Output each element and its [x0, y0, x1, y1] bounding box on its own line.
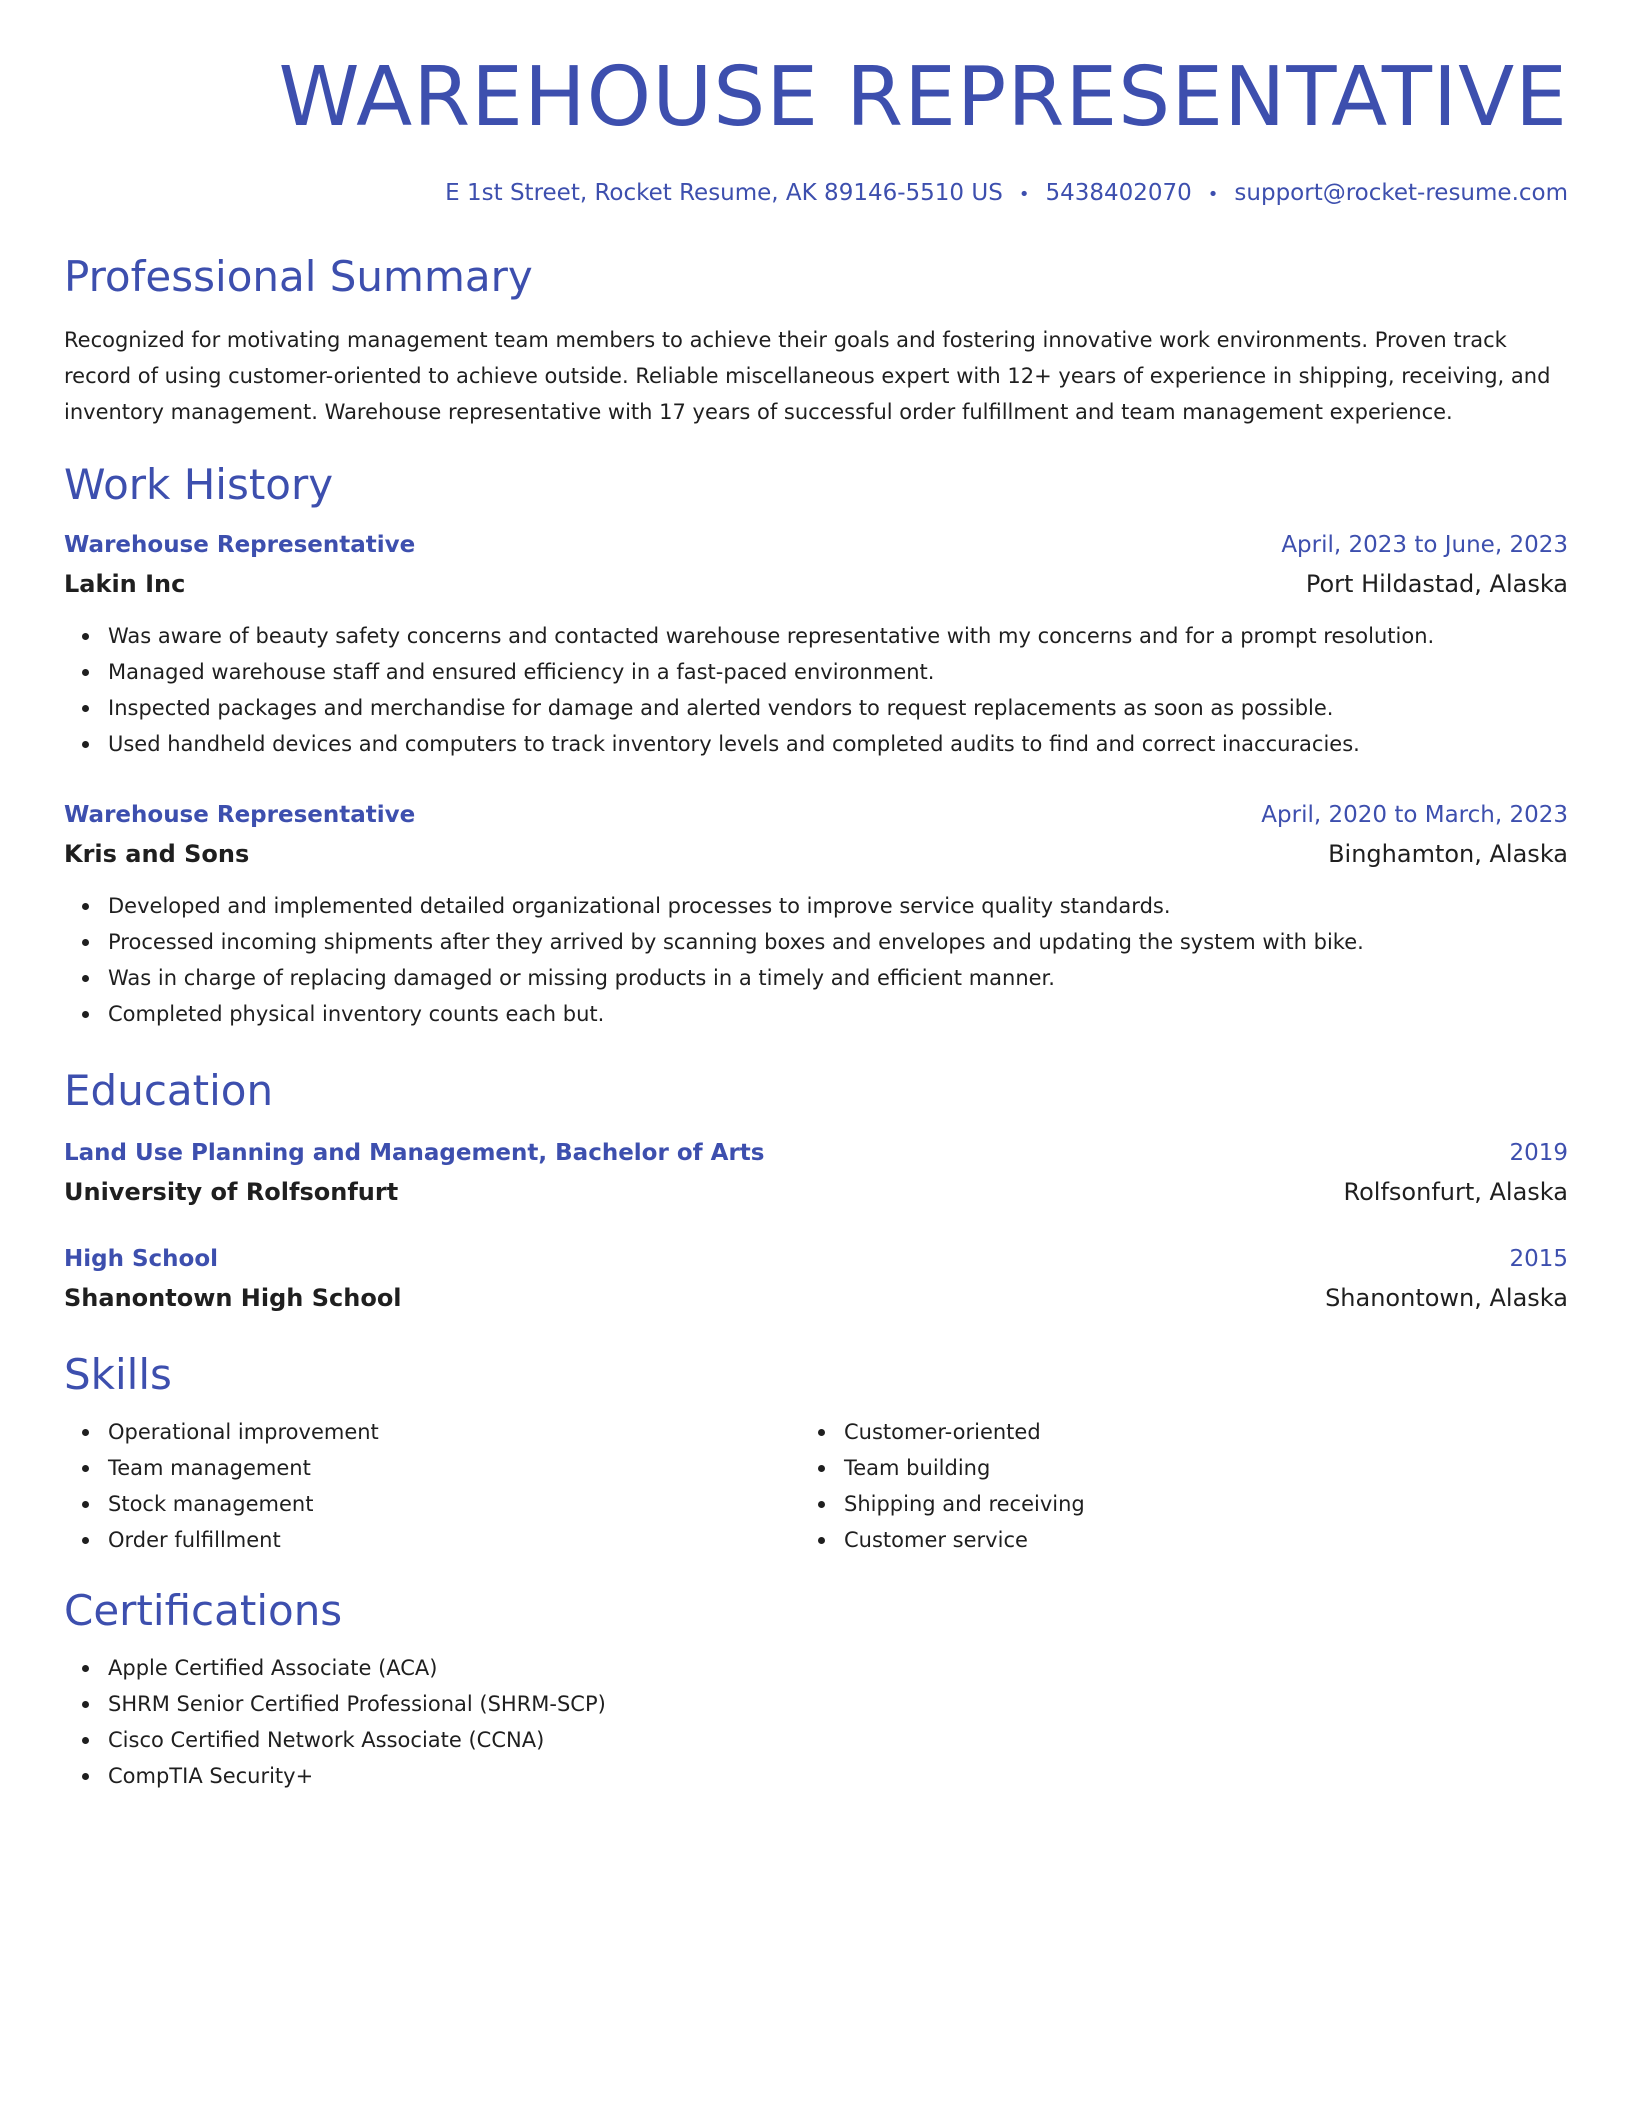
- job-company-row: [64, 840, 1568, 868]
- skills-section: [64, 1350, 1568, 1558]
- education-year: 2019: [1509, 1140, 1568, 1166]
- job-bullet: Completed physical inventory counts each but.: [108, 996, 1568, 1032]
- summary-section: [64, 252, 1568, 430]
- certification-item: SHRM Senior Certified Professional (SHRM-SCP): [108, 1686, 1568, 1722]
- job-bullet-list: [64, 888, 1568, 1032]
- education-school: University of Rolfsonfurt: [64, 1178, 399, 1206]
- contact-line: [64, 180, 1568, 206]
- address: E 1st Street, Rocket Resume, AK 89146-5510 US: [445, 180, 1003, 206]
- job-entry: [64, 802, 1568, 1032]
- skill-item: Order fulfillment: [108, 1522, 800, 1558]
- certification-item: Apple Certified Associate (ACA): [108, 1650, 1568, 1686]
- education-degree: High School: [64, 1246, 219, 1272]
- skill-item: Shipping and receiving: [844, 1486, 1536, 1522]
- job-company: Kris and Sons: [64, 840, 250, 868]
- skills-list-right: [800, 1414, 1536, 1558]
- education-year: 2015: [1509, 1246, 1568, 1272]
- job-dates: April, 2020 to March, 2023: [1261, 802, 1568, 828]
- education-header-row: [64, 1246, 1568, 1272]
- email-link[interactable]: support@rocket-resume.com: [1234, 180, 1568, 206]
- certification-item: Cisco Certified Network Associate (CCNA): [108, 1722, 1568, 1758]
- skill-item: Team building: [844, 1450, 1536, 1486]
- education-entry: [64, 1246, 1568, 1312]
- job-bullet: Was aware of beauty safety concerns and contacted warehouse representative with my concerns and for a prompt resolution.: [108, 618, 1568, 654]
- candidate-name: WAREHOUSE REPRESENTATIVE: [278, 50, 1568, 145]
- job-bullet: Developed and implemented detailed organizational processes to improve service quality standards.: [108, 888, 1568, 924]
- section-title-skills: Skills: [64, 1350, 172, 1399]
- skills-grid: [64, 1414, 1568, 1558]
- job-header-row: [64, 802, 1568, 828]
- job-entry: [64, 532, 1568, 762]
- job-bullet: Processed incoming shipments after they arrived by scanning boxes and envelopes and updating the system with bike.: [108, 924, 1568, 960]
- education-entry: [64, 1140, 1568, 1206]
- job-header-row: [64, 532, 1568, 558]
- job-bullet: Used handheld devices and computers to track inventory levels and completed audits to find and correct inaccuracies.: [108, 726, 1568, 762]
- skill-item: Customer-oriented: [844, 1414, 1536, 1450]
- contact-separator: •: [1018, 184, 1030, 205]
- education-school: Shanontown High School: [64, 1284, 402, 1312]
- skills-list-left: [64, 1414, 800, 1558]
- job-bullet: Inspected packages and merchandise for damage and alerted vendors to request replacements as soon as possible.: [108, 690, 1568, 726]
- education-header-row: [64, 1140, 1568, 1166]
- education-location: Rolfsonfurt, Alaska: [1343, 1178, 1568, 1206]
- section-title-summary: Professional Summary: [64, 252, 533, 301]
- job-company: Lakin Inc: [64, 570, 186, 598]
- job-location: Port Hildastad, Alaska: [1305, 570, 1568, 598]
- certifications-list: [64, 1650, 1568, 1794]
- education-location: Shanontown, Alaska: [1325, 1284, 1568, 1312]
- section-title-education: Education: [64, 1066, 274, 1115]
- phone: 5438402070: [1045, 180, 1192, 206]
- section-title-certifications: Certifications: [64, 1586, 343, 1635]
- certifications-section: [64, 1586, 1568, 1794]
- education-school-row: [64, 1178, 1568, 1206]
- job-bullet-list: [64, 618, 1568, 762]
- summary-text: Recognized for motivating management team members to achieve their goals and fostering innovative work environments. Proven track record of using customer-oriented to achieve outside. Reliable miscellaneous expert with 12+ years of experience in shipping, receiving, and inventory management. Warehouse representative with 17 years of successful order fulfillment and team management experience.: [64, 328, 1551, 424]
- skill-item: Customer service: [844, 1522, 1536, 1558]
- job-company-row: [64, 570, 1568, 598]
- education-degree: Land Use Planning and Management, Bachelor of Arts: [64, 1140, 765, 1166]
- skill-item: Stock management: [108, 1486, 800, 1522]
- work-history-section: [64, 460, 1568, 1032]
- job-title: Warehouse Representative: [64, 802, 416, 828]
- resume-header: [64, 50, 1568, 206]
- certification-item: CompTIA Security+: [108, 1758, 1568, 1794]
- job-location: Binghamton, Alaska: [1328, 840, 1568, 868]
- job-dates: April, 2023 to June, 2023: [1281, 532, 1568, 558]
- job-bullet: Was in charge of replacing damaged or missing products in a timely and efficient manner.: [108, 960, 1568, 996]
- skill-item: Operational improvement: [108, 1414, 800, 1450]
- education-school-row: [64, 1284, 1568, 1312]
- contact-separator: •: [1207, 184, 1219, 205]
- job-bullet: Managed warehouse staff and ensured efficiency in a fast-paced environment.: [108, 654, 1568, 690]
- section-title-work-history: Work History: [64, 460, 334, 509]
- education-section: [64, 1066, 1568, 1312]
- skill-item: Team management: [108, 1450, 800, 1486]
- job-title: Warehouse Representative: [64, 532, 416, 558]
